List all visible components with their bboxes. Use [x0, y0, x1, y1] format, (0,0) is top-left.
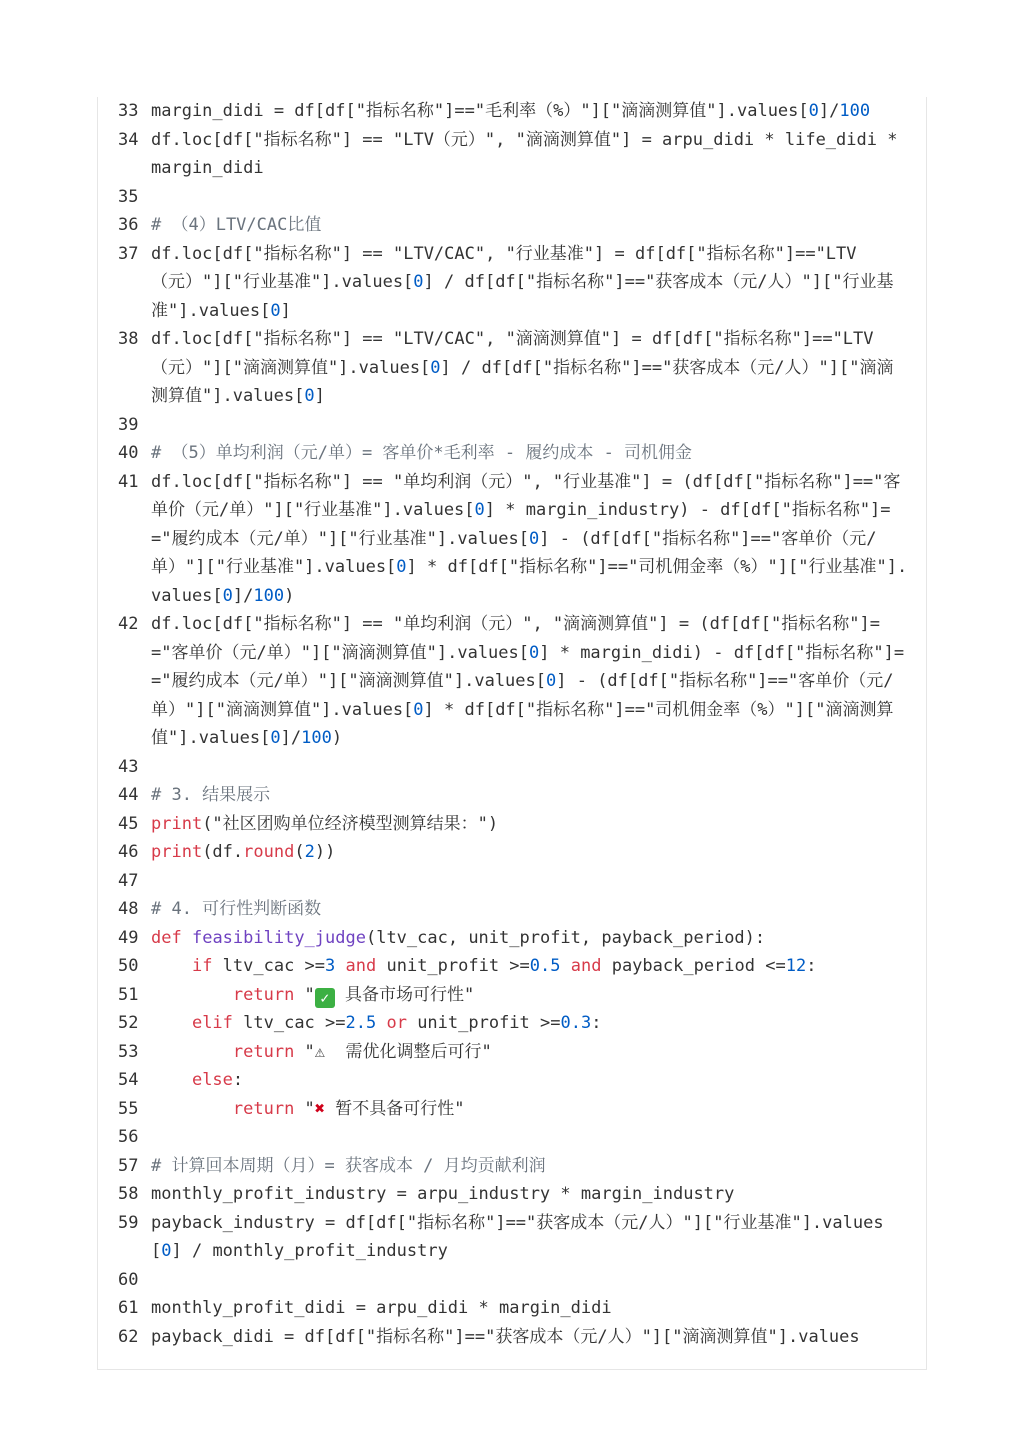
document-page [97, 97, 927, 1370]
code-line [118, 1294, 908, 1323]
code-text [151, 1013, 192, 1033]
line-content [151, 439, 908, 468]
number-literal: 100 [301, 728, 332, 748]
line-number: 62 [118, 1326, 139, 1347]
code-line [118, 468, 908, 611]
code-text: ]/ [280, 728, 302, 748]
comment: # 3. 结果展示 [151, 785, 271, 805]
line-number: 39 [118, 414, 139, 435]
code-line [118, 325, 908, 411]
code-text [151, 985, 233, 1005]
number-literal: 2.5 [345, 1013, 377, 1033]
code-text: df.loc[df["指标名称"] == "LTV/CAC", "滴滴测算值"] = df[df["指标名称"]=="LTV（元）"]["滴滴测算值"].values[ [151, 329, 874, 378]
code-text: df.loc[df["指标名称"] == "LTV（元）", "滴滴测算值"] = arpu_didi * life_didi * margin_didi [151, 129, 908, 178]
line-number: 46 [118, 842, 139, 862]
line-content [151, 838, 908, 867]
line-number: 56 [118, 1127, 139, 1147]
line-content [151, 411, 908, 440]
code-text: df.loc[df["指标名称"] == "LTV/CAC", "行业基准"] = df[df["指标名称"]=="LTV（元）"]["行业基准"].values[ [151, 243, 857, 292]
line-number: 43 [118, 756, 139, 777]
keyword: elif [191, 1013, 233, 1033]
code-line [118, 610, 908, 753]
line-number: 57 [118, 1155, 139, 1176]
warning-icon: ⚠ [314, 1041, 326, 1062]
code-line [118, 411, 908, 440]
line-number: 37 [118, 243, 139, 264]
line-content [151, 1323, 908, 1352]
number-literal: 0 [161, 1241, 172, 1261]
line-content [151, 325, 908, 411]
code-text: ) [331, 728, 343, 748]
line-content [151, 753, 908, 782]
code-text: unit_profit >= [376, 956, 530, 976]
code-text: monthly_profit_didi = arpu_didi * margin_didi [151, 1298, 612, 1318]
line-number: 51 [118, 984, 139, 1005]
code-text: ] / df[df["指标名称"]=="获客成本（元/人）"]["滴滴测算值"].values[ [151, 357, 894, 406]
code-text: ] [280, 300, 291, 321]
code-text [561, 956, 571, 976]
code-text: ]/ [818, 101, 840, 121]
number-literal: 3 [325, 956, 336, 976]
keyword: if [191, 956, 213, 976]
line-number: 34 [118, 129, 139, 150]
keyword: and [345, 956, 377, 976]
code-text: monthly_profit_industry = arpu_industry * margin_industry [151, 1184, 735, 1204]
line-number: 52 [118, 1013, 139, 1033]
line-content [151, 952, 908, 981]
code-text [151, 1042, 233, 1062]
line-number: 48 [118, 899, 139, 919]
line-content [151, 126, 908, 183]
comment: # （4）LTV/CAC比值 [151, 215, 322, 235]
code-text: df.loc[df["指标名称"] == "单均利润（元）", "行业基准"] = (df[df["指标名称"]=="客单价（元/单）"]["行业基准"].values[ [151, 471, 901, 520]
code-line [118, 183, 908, 212]
line-number: 58 [118, 1184, 139, 1204]
function-name: feasibility_judge [191, 927, 366, 948]
number-literal: 0 [529, 642, 540, 663]
line-content [151, 895, 908, 924]
line-number: 38 [118, 329, 139, 349]
code-line [118, 1323, 908, 1352]
keyword: or [386, 1013, 407, 1033]
line-content [151, 981, 908, 1010]
line-number: 55 [118, 1098, 139, 1119]
code-text [376, 1013, 386, 1033]
number-literal: 0 [529, 528, 540, 549]
line-content [151, 1294, 908, 1323]
keyword: print [151, 813, 203, 834]
line-content [151, 97, 908, 126]
keyword: return [232, 1098, 295, 1119]
keyword: print [151, 842, 203, 862]
code-text [151, 1099, 233, 1119]
code-line [118, 867, 908, 896]
number-literal: 0 [304, 386, 315, 406]
line-number: 54 [118, 1070, 139, 1090]
code-text: : [232, 1070, 244, 1090]
line-number: 40 [118, 443, 139, 463]
code-line [118, 211, 908, 240]
cross-mark-icon: ✖ [314, 1098, 326, 1119]
code-line [118, 952, 908, 981]
keyword: def [151, 927, 182, 948]
code-line [118, 97, 908, 126]
line-content [151, 468, 908, 611]
line-content [151, 240, 908, 326]
number-literal: 0.3 [560, 1013, 592, 1033]
code-text: ] * margin_didi) - df[df["指标名称"]=="履约成本（元/单）"]["滴滴测算值"].values[ [151, 642, 905, 691]
code-line [118, 126, 908, 183]
code-line [118, 1180, 908, 1209]
code-text: (ltv_cac, unit_profit, payback_period): [365, 927, 766, 948]
code-text: ("社区团购单位经济模型测算结果：") [202, 813, 499, 834]
number-literal: 0.5 [529, 956, 561, 976]
code-text [151, 956, 192, 976]
check-mark-icon: ✓ [315, 988, 335, 1008]
code-text: ] / df[df["指标名称"]=="获客成本（元/人）"]["行业基准"].values[ [151, 272, 894, 321]
comment: # 4. 可行性判断函数 [151, 899, 322, 919]
line-content [151, 1266, 908, 1295]
code-line [118, 1066, 908, 1095]
code-text [151, 1070, 192, 1090]
line-content [151, 1123, 908, 1152]
number-literal: 0 [413, 272, 424, 292]
line-content [151, 867, 908, 896]
keyword: else [191, 1070, 233, 1090]
code-text: ] / monthly_profit_industry [171, 1241, 448, 1261]
code-text: ] * df[df["指标名称"]=="司机佣金率（%）"]["行业基准"].values[ [151, 557, 908, 606]
line-number: 50 [118, 956, 139, 976]
number-literal: 0 [396, 557, 407, 577]
code-text: df.loc[df["指标名称"] == "单均利润（元）", "滴滴测算值"] = (df[df["指标名称"]=="客单价（元/单）"]["滴滴测算值"].values[ [151, 614, 880, 663]
line-number: 53 [118, 1041, 139, 1062]
line-number: 35 [118, 186, 139, 207]
code-text: ltv_cac >= [212, 956, 326, 976]
code-line [118, 1123, 908, 1152]
number-literal: 12 [785, 956, 807, 976]
code-text: ]/ [232, 585, 254, 606]
line-content [151, 1066, 908, 1095]
line-content [151, 924, 908, 953]
number-literal: 0 [413, 699, 424, 720]
line-number: 47 [118, 870, 139, 891]
line-content [151, 211, 908, 240]
comment: # 计算回本周期（月）= 获客成本 / 月均贡献利润 [151, 1155, 546, 1176]
number-literal: 0 [474, 500, 485, 520]
number-literal: 0 [270, 300, 281, 321]
code-text: payback_industry = df[df["指标名称"]=="获客成本（元/人）"]["行业基准"].values[ [151, 1212, 884, 1261]
keyword: return [232, 1041, 295, 1062]
code-text: ] * df[df["指标名称"]=="司机佣金率（%）"]["滴滴测算值"].values[ [151, 699, 894, 748]
number-literal: 0 [808, 101, 819, 121]
code-line [118, 924, 908, 953]
code-line [118, 1009, 908, 1038]
code-text: 具备市场可行性" [334, 984, 475, 1005]
code-line [118, 838, 908, 867]
code-line [118, 981, 908, 1010]
number-literal: 0 [430, 357, 441, 378]
code-line [118, 781, 908, 810]
code-text: 暂不具备可行性" [325, 1098, 465, 1119]
line-number: 33 [118, 101, 139, 121]
keyword: return [232, 984, 295, 1005]
code-text: (df. [202, 842, 244, 862]
line-content [151, 1009, 908, 1038]
code-line [118, 1095, 908, 1124]
code-line [118, 1209, 908, 1266]
code-text: ) [284, 585, 295, 606]
code-text: ] * margin_industry) - df[df["指标名称"]=="履约成本（元/单）"]["行业基准"].values[ [151, 500, 891, 549]
code-text: " [294, 984, 315, 1005]
keyword: and [570, 956, 602, 976]
number-literal: 0 [546, 671, 557, 691]
line-number: 42 [118, 614, 139, 634]
number-literal: 100 [253, 585, 285, 606]
code-text: ltv_cac >= [232, 1013, 346, 1033]
code-line [118, 810, 908, 839]
number-literal: 0 [270, 728, 281, 748]
line-content [151, 183, 908, 212]
line-number: 41 [118, 471, 139, 492]
code-line [118, 753, 908, 782]
code-text [182, 928, 192, 948]
code-text: : [591, 1013, 602, 1033]
line-content [151, 810, 908, 839]
line-content [151, 1209, 908, 1266]
line-content [151, 1038, 908, 1067]
line-number: 49 [118, 927, 139, 948]
line-number: 61 [118, 1298, 139, 1318]
code-text: payback_didi = df[df["指标名称"]=="获客成本（元/人）"]["滴滴测算值"].values [151, 1326, 860, 1347]
code-line [118, 1152, 908, 1181]
code-text: " [294, 1098, 315, 1119]
code-block [118, 97, 908, 1351]
line-content [151, 1095, 908, 1124]
comment: # （5）单均利润（元/单）= 客单价*毛利率 - 履约成本 - 司机佣金 [151, 443, 693, 463]
code-text: ] - (df[df["指标名称"]=="客单价（元/单）"]["行业基准"].values[ [151, 528, 877, 577]
number-literal: 100 [839, 101, 871, 121]
code-text: 需优化调整后可行" [325, 1041, 492, 1062]
line-number: 59 [118, 1212, 139, 1233]
code-text: )) [314, 842, 336, 862]
code-line [118, 240, 908, 326]
number-literal: 2 [304, 842, 315, 862]
code-text: unit_profit >= [406, 1013, 561, 1033]
code-text: : [806, 956, 817, 976]
line-content [151, 1152, 908, 1181]
code-line [118, 1266, 908, 1295]
code-text: ] [314, 386, 325, 406]
code-line [118, 895, 908, 924]
line-number: 45 [118, 813, 139, 834]
code-line [118, 439, 908, 468]
code-line [118, 1038, 908, 1067]
line-content [151, 1180, 908, 1209]
code-text [335, 956, 345, 976]
line-number: 44 [118, 785, 139, 805]
line-number: 60 [118, 1269, 139, 1290]
code-text: ] - (df[df["指标名称"]=="客单价（元/单）"]["滴滴测算值"].values[ [151, 671, 894, 720]
line-number: 36 [118, 215, 139, 235]
code-text: margin_didi = df[df["指标名称"]=="毛利率（%）"]["滴滴测算值"].values[ [151, 101, 809, 121]
number-literal: 0 [222, 585, 233, 606]
keyword: round [243, 842, 295, 862]
line-content [151, 781, 908, 810]
line-content [151, 610, 908, 753]
code-text: " [294, 1041, 315, 1062]
code-text: ( [294, 842, 305, 862]
code-text: payback_period <= [601, 956, 786, 976]
